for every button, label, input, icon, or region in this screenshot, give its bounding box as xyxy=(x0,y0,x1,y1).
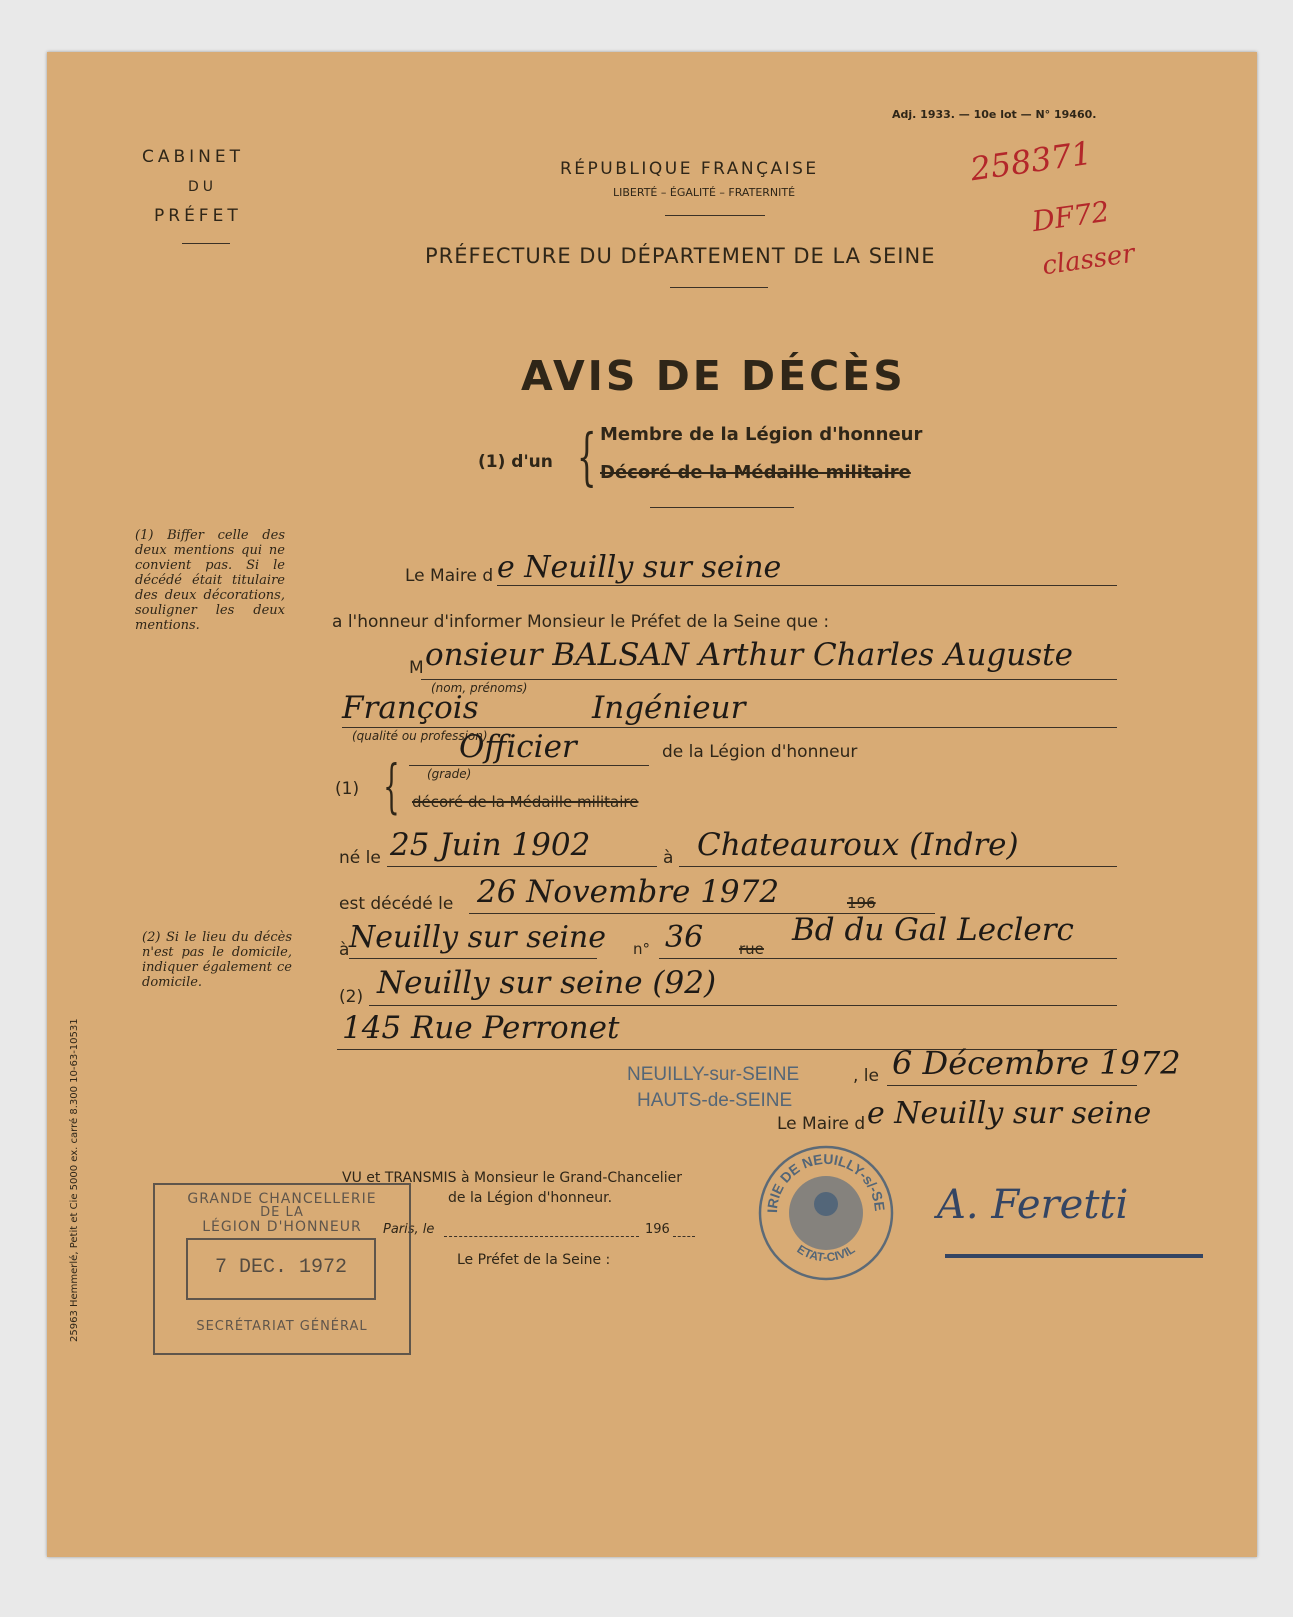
grade-brace: { xyxy=(383,752,400,820)
prefecture-title: PRÉFECTURE DU DÉPARTEMENT DE LA SEINE xyxy=(425,244,936,268)
deces-printed-year: 196 xyxy=(847,894,876,912)
no-label: n° xyxy=(633,940,651,958)
cabinet-line-1: CABINET xyxy=(142,147,245,167)
seal-top-text: IRIE DE NEUILLY-s/-SE xyxy=(763,1150,889,1214)
mairie-seal xyxy=(757,1144,895,1282)
rue-line xyxy=(659,958,1117,959)
dun-rule xyxy=(650,507,794,508)
domicile-rule-1 xyxy=(369,1005,1117,1006)
deces-value: 26 Novembre 1972 xyxy=(477,874,780,910)
signature-underline xyxy=(945,1254,1203,1258)
qualite-value: Ingénieur xyxy=(592,690,746,726)
chancellerie-date: 7 DEC. 1972 xyxy=(214,1256,348,1279)
paris-year-line xyxy=(673,1236,695,1237)
qualite-caption: (qualité ou profession) xyxy=(352,729,488,743)
paris-date-line xyxy=(444,1236,639,1237)
deces-a-label: à xyxy=(339,940,350,960)
grade-value: Officier xyxy=(459,729,577,765)
signature-maire-value: e Neuilly sur seine xyxy=(867,1096,1152,1131)
maire-label: Le Maire d xyxy=(405,566,494,586)
rue-label: rue xyxy=(739,940,764,958)
transmis-line-2: de la Légion d'honneur. xyxy=(448,1190,613,1206)
maire-line xyxy=(497,585,1117,586)
legion-label: de la Légion d'honneur xyxy=(662,742,858,762)
grade-caption: (grade) xyxy=(427,767,472,781)
annotation-classer: classer xyxy=(1040,238,1137,282)
republique-francaise: RÉPUBLIQUE FRANÇAISE xyxy=(560,159,819,179)
cabinet-rule xyxy=(182,243,230,244)
prefecture-rule xyxy=(670,287,768,288)
stamp-city: NEUILLY-sur-SEINE xyxy=(627,1064,800,1085)
paren-2: (2) xyxy=(339,987,364,1007)
chancellerie-footer: SECRÉTARIAT GÉNÉRAL xyxy=(196,1319,368,1334)
no-value: 36 xyxy=(665,920,704,955)
chancellerie-line-1: GRANDE CHANCELLERIE xyxy=(187,1191,377,1207)
printer-reference: 25963 Hemmerlé, Petit et Cie 5000 ex. carré 8.300 10-63-10531 xyxy=(69,1018,80,1342)
paren-1: (1) xyxy=(335,779,360,799)
grade-line xyxy=(409,765,649,766)
stamp-dept: HAUTS-de-SEINE xyxy=(637,1090,793,1111)
paris-year: 196 xyxy=(645,1222,670,1237)
transmis-line-1: VU et TRANSMIS à Monsieur le Grand-Chancelier xyxy=(342,1170,682,1186)
rue-value: Bd du Gal Leclerc xyxy=(792,912,1074,948)
deces-place: Neuilly sur seine xyxy=(349,920,607,955)
devise-rule xyxy=(665,215,765,216)
annotation-number: 258371 xyxy=(967,133,1095,189)
chancellerie-line-2: DE LA xyxy=(260,1205,304,1220)
maire-value: e Neuilly sur seine xyxy=(497,550,782,585)
nom-caption: (nom, prénoms) xyxy=(431,681,528,695)
chancellerie-line-3: LÉGION D'HONNEUR xyxy=(202,1219,362,1235)
honneur-line: a l'honneur d'informer Monsieur le Préfet de la Seine que : xyxy=(332,612,830,632)
document-title: AVIS DE DÉCÈS xyxy=(521,352,906,400)
dun-prefix: (1) d'un xyxy=(478,452,553,472)
chancellerie-stamp xyxy=(153,1183,411,1355)
cabinet-line-2: DU xyxy=(188,179,218,195)
ne-place: Chateauroux (Indre) xyxy=(697,827,1019,863)
domicile-line-2: 145 Rue Perronet xyxy=(342,1010,620,1046)
date-line xyxy=(887,1085,1137,1086)
m-value: onsieur BALSAN Arthur Charles Auguste xyxy=(425,637,1073,673)
le-label: , le xyxy=(853,1066,879,1086)
prefet-label: Le Préfet de la Seine : xyxy=(457,1252,611,1268)
name-line xyxy=(421,679,1117,680)
document-sheet xyxy=(47,52,1257,1557)
ne-label: né le xyxy=(339,848,381,868)
dun-brace: { xyxy=(576,420,597,493)
mayor-signature: A. Feretti xyxy=(937,1182,1129,1228)
deces-label: est décédé le xyxy=(339,894,454,914)
dun-option-legion: Membre de la Légion d'honneur xyxy=(600,424,923,445)
side-note-2: (2) Si le lieu du décès n'est pas le domicile, indiquer également ce domicile. xyxy=(142,930,292,990)
ne-value: 25 Juin 1902 xyxy=(390,827,591,863)
signature-date: 6 Décembre 1972 xyxy=(892,1044,1181,1082)
domicile-line-1: Neuilly sur seine (92) xyxy=(377,965,717,1001)
adjudication-ref: Adj. 1933. — 10e lot — N° 19460. xyxy=(892,108,1097,121)
cabinet-line-3: PRÉFET xyxy=(154,206,242,226)
devise: LIBERTÉ – ÉGALITÉ – FRATERNITÉ xyxy=(613,186,796,199)
seal-graphic xyxy=(757,1144,895,1282)
deces-place-line xyxy=(349,958,597,959)
medaille-label: décoré de la Médaille militaire xyxy=(412,793,639,811)
ne-date-line xyxy=(387,866,657,867)
dun-option-medaille: Décoré de la Médaille militaire xyxy=(600,462,911,483)
qualite-line xyxy=(342,727,1117,728)
name-continuation: François xyxy=(342,690,479,726)
ne-a-label: à xyxy=(663,848,674,868)
signature-maire-label: Le Maire d xyxy=(777,1114,866,1134)
seal-bottom-text: ETAT-CIVIL xyxy=(794,1241,858,1265)
annotation-code: DF72 xyxy=(1030,194,1112,239)
ne-place-line xyxy=(679,866,1117,867)
side-note-1: (1) Biffer celle des deux mentions qui ne convient pas. Si le décédé était titulaire des deux décorations, souligner les deux mentions. xyxy=(135,528,285,633)
chancellerie-date-box xyxy=(186,1238,376,1300)
paris-label: Paris, le xyxy=(383,1222,435,1237)
m-label: M xyxy=(409,658,424,678)
